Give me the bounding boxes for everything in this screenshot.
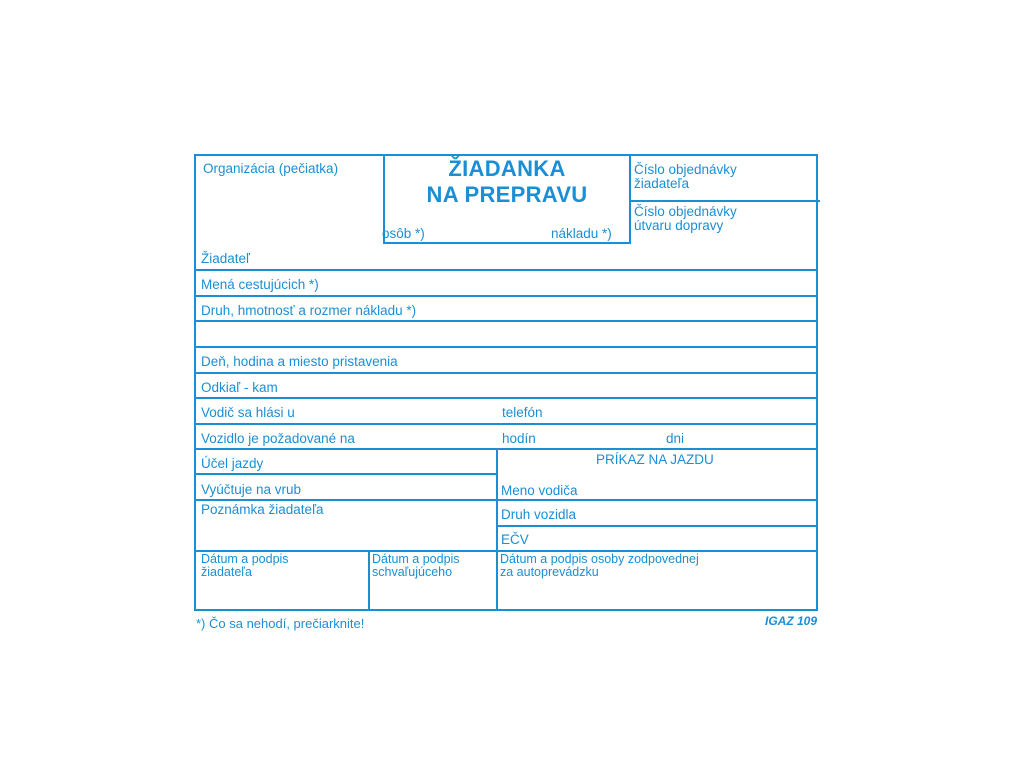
- form-code: IGAZ 109: [765, 614, 818, 628]
- travel-order-heading: PRÍKAZ NA JAZDU: [596, 452, 714, 467]
- trip-purpose-label: Účel jazdy: [201, 456, 264, 471]
- signature-approver-line1: Dátum a podpis: [372, 552, 460, 566]
- days-label: dni: [666, 431, 685, 446]
- cargo-description-label: Druh, hmotnosť a rozmer nákladu *): [201, 303, 417, 318]
- left-row-line-1: [196, 473, 497, 475]
- registration-label: EČV: [501, 532, 529, 547]
- order-number-transport-line1: Číslo objednávky: [634, 204, 737, 219]
- row-line-2: [196, 295, 816, 297]
- driver-reports-to-label: Vodič sa hlási u: [201, 405, 295, 420]
- row-line-5: [196, 372, 816, 374]
- row-line-6: [196, 397, 816, 399]
- transport-request-form: [194, 154, 818, 611]
- vehicle-type-label: Druh vozidla: [501, 507, 577, 522]
- passenger-names-label: Mená cestujúcich *): [201, 277, 319, 292]
- hours-label: hodín: [502, 431, 536, 446]
- signature-divider: [368, 550, 370, 609]
- persons-label: osôb *): [382, 226, 425, 241]
- signature-responsible-line2: za autoprevádzku: [500, 565, 599, 579]
- vehicle-required-label: Vozidlo je požadované na: [201, 431, 355, 446]
- billing-label: Vyúčtuje na vrub: [201, 482, 302, 497]
- signature-applicant-line2: žiadateľa: [201, 565, 252, 579]
- left-row-line-2: [196, 499, 816, 501]
- row-line-1: [196, 269, 816, 271]
- day-hour-place-label: Deň, hodina a miesto pristavenia: [201, 354, 398, 369]
- phone-label: telefón: [502, 405, 543, 420]
- title-box-bottom: [383, 242, 631, 244]
- footer-note: *) Čo sa nehodí, prečiarknite!: [196, 616, 365, 631]
- cargo-label: nákladu *): [551, 226, 612, 241]
- organization-label: Organizácia (pečiatka): [203, 161, 339, 176]
- right-row-line-1: [497, 525, 816, 527]
- applicant-note-label: Poznámka žiadateľa: [201, 502, 324, 517]
- form-title-line2: NA PREPRAVU: [426, 182, 588, 207]
- row-line-4: [196, 346, 816, 348]
- order-number-transport-line2: útvaru dopravy: [634, 218, 724, 233]
- row-line-8: [196, 448, 816, 450]
- from-to-label: Odkiaľ - kam: [201, 380, 278, 395]
- row-line-7: [196, 423, 816, 425]
- form-title-line1: ŽIADANKA: [448, 156, 566, 181]
- row-line-3: [196, 320, 816, 322]
- applicant-label: Žiadateľ: [201, 251, 250, 266]
- order-number-applicant-line2: žiadateľa: [634, 176, 689, 191]
- signature-responsible-line1: Dátum a podpis osoby zodpovednej: [500, 552, 699, 566]
- signature-applicant-line1: Dátum a podpis: [201, 552, 289, 566]
- order-number-applicant-line1: Číslo objednávky: [634, 162, 737, 177]
- driver-name-label: Meno vodiča: [501, 483, 578, 498]
- signature-approver-line2: schvaľujúceho: [372, 565, 453, 579]
- order-numbers-divider: [630, 200, 820, 202]
